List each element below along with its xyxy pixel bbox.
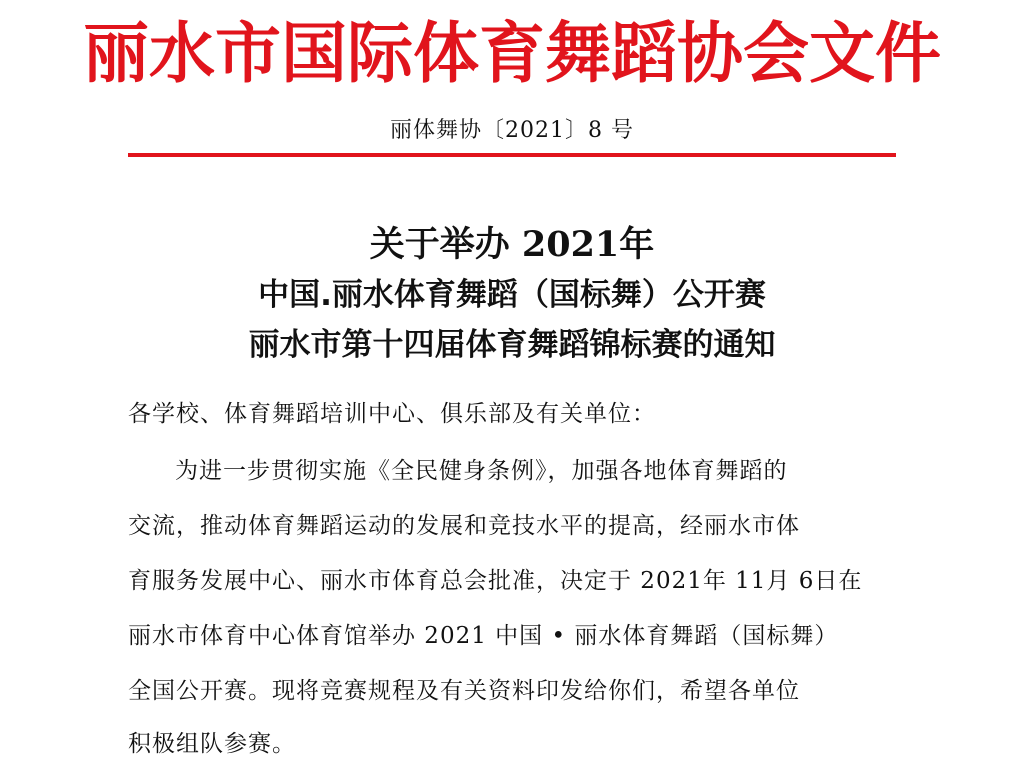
notice-title-line-3: 丽水市第十四届体育舞蹈锦标赛的通知 (248, 327, 776, 363)
paragraph-line: 丽水市体育中心体育馆举办 2021 中国 • 丽水体育舞蹈（国标舞） (128, 623, 839, 649)
red-divider-line (128, 153, 896, 157)
notice-title-line-2: 中国.丽水体育舞蹈（国标舞）公开赛 (258, 277, 766, 313)
paragraph-line: 交流，推动体育舞蹈运动的发展和竞技水平的提高，经丽水市体 (128, 513, 800, 539)
salutation: 各学校、体育舞蹈培训中心、俱乐部及有关单位： (128, 401, 656, 427)
document-number: 丽体舞协〔2021〕8 号 (390, 118, 634, 143)
paragraph-line: 育服务发展中心、丽水市体育总会批准，决定于 2021年 11月 6日在 (128, 568, 863, 594)
paragraph-line: 为进一步贯彻实施《全民健身条例》，加强各地体育舞蹈的 (175, 458, 788, 484)
masthead-title: 丽水市国际体育舞蹈协会文件 (83, 15, 941, 92)
paragraph-line: 积极组队参赛。 (128, 731, 296, 757)
notice-title-line-1: 关于举办 2021年 (369, 224, 655, 265)
paragraph-line: 全国公开赛。现将竞赛规程及有关资料印发给你们，希望各单位 (128, 678, 800, 704)
